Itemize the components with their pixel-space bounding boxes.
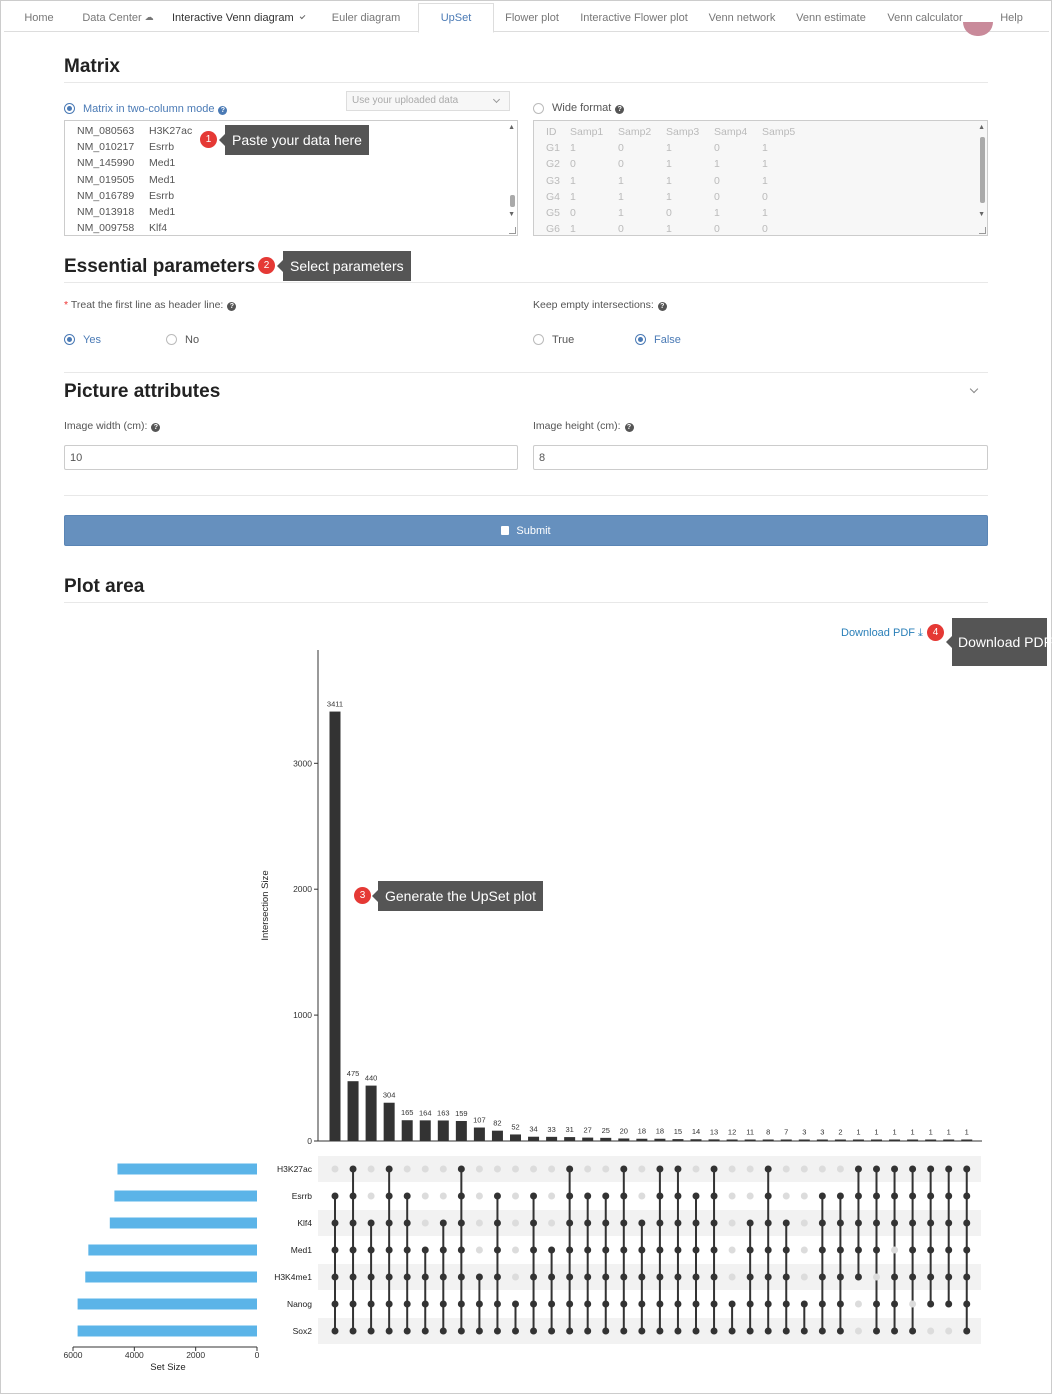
clipboard-icon [501,526,509,535]
set-size-axis-label: Set Size [150,1362,186,1373]
wide-cell: G5 [546,207,561,219]
wide-cell: 1 [618,174,624,187]
help-icon[interactable]: ? [151,423,160,432]
nav-upset-label: UpSet [440,12,472,24]
set-size-tick-label: 6000 [63,1350,83,1360]
wide-cell: G2 [546,158,561,171]
data-row [77,222,167,234]
keep-empty-true-label: True [552,334,575,346]
scroll-down-icon[interactable]: ▼ [508,211,515,218]
wide-cell: 1 [570,190,576,203]
bar-value-label: 1 [946,1127,951,1137]
y-tick-label: 2000 [293,884,312,895]
image-width-input[interactable]: 10 [64,445,518,470]
wide-cell: 0 [714,174,720,187]
two-column-label [83,103,227,115]
select-placeholder: Use your uploaded data [352,95,459,106]
nav-home-label: Home [24,11,54,24]
help-icon[interactable]: ? [625,423,634,432]
cloud-icon: ☁ [144,12,154,22]
wide-cell: 1 [762,142,768,155]
divider [64,602,988,603]
set-size-tick-label: 0 [254,1350,260,1360]
set-label: Esrrb [291,1191,312,1201]
data-row [77,157,175,169]
keep-empty-false-radio[interactable] [635,334,646,345]
callout-generate-plot: Generate the UpSet plot [378,881,543,911]
set-name: H3K27ac [149,125,193,137]
bar-value-label: 1 [910,1127,915,1137]
bar-value-label: 82 [493,1118,502,1128]
scroll-up-icon[interactable]: ▲ [508,124,515,131]
bar-value-label: 8 [766,1127,771,1137]
header-line-label [64,299,236,311]
data-row [77,141,174,153]
nav-venn-calculator[interactable] [876,3,974,32]
download-pdf-label: Download PDF [841,627,915,639]
set-label: Nanog [286,1299,312,1309]
wide-format-label [552,102,624,114]
bar-value-label: 107 [473,1115,486,1125]
set-label: Med1 [290,1245,312,1255]
bar-value-label: 12 [727,1127,737,1137]
wide-cell: G6 [546,223,561,236]
set-name: Med1 [149,173,176,186]
set-name: Med1 [149,206,176,218]
set-name: Esrrb [149,189,175,202]
callout-select-params: Select parameters [283,251,411,281]
bar-value-label: 1 [874,1127,879,1137]
scrollbar-thumb[interactable] [510,195,515,207]
wide-cell: 0 [618,158,624,171]
gene-id: NM_019505 [77,173,135,186]
plot-title: Plot area [64,576,145,597]
bar-value-label: 18 [655,1126,665,1136]
header-yes-label: Yes [83,334,101,346]
y-tick-label: 1000 [293,1010,312,1021]
bar-value-label: 11 [746,1127,755,1137]
y-tick-label: 3000 [293,758,312,769]
step-badge-1: 1 [200,131,217,148]
width-label [64,420,160,432]
header-yes-radio[interactable] [64,334,75,345]
gene-id: NM_009758 [77,222,135,235]
nav-euler[interactable] [314,3,418,32]
chevron-down-icon [493,96,500,103]
bar-value-label: 52 [511,1122,520,1132]
bar-value-label: 34 [529,1124,538,1134]
keep-empty-true-radio[interactable] [533,334,544,345]
bar-value-label: 1 [928,1127,933,1137]
nav-interactive-venn[interactable] [162,3,314,32]
bar-value-label: 14 [691,1127,701,1137]
header-no-radio[interactable] [166,334,177,345]
nav-help-label: Help [1000,11,1023,24]
bar-value-label: 3411 [326,699,344,709]
step-badge-2: 2 [258,257,275,274]
nav-flower-plot[interactable] [494,3,570,32]
height-label [533,420,634,432]
wide-cell: 0 [762,223,768,236]
wide-cell: 1 [666,190,672,203]
wide-cell: 0 [762,190,768,203]
nav-venn-network-label: Venn network [708,11,776,24]
data-row [77,125,192,137]
submit-label: Submit [516,524,551,537]
two-column-label-text: Matrix in two-column mode [83,103,215,115]
wide-cell: G4 [546,190,561,203]
two-column-radio[interactable] [64,103,75,114]
wide-cell: 0 [666,207,672,219]
wide-header-cell: Samp2 [618,126,652,138]
wide-format-textarea[interactable] [533,120,988,236]
wide-cell: 1 [666,142,672,155]
nav-interactive-flower-label: Interactive Flower plot [580,11,688,24]
bar-value-label: 27 [583,1125,592,1135]
chevron-down-icon [299,13,305,19]
bar-value-label: 475 [346,1069,360,1079]
nav-upset[interactable] [418,3,494,33]
gene-id: NM_080563 [77,125,135,137]
set-name: Esrrb [149,141,175,154]
keep-empty-false-label: False [654,334,681,346]
wide-cell: 0 [570,158,576,171]
wide-header-cell: Samp1 [570,126,604,138]
gene-id: NM_016789 [77,189,135,202]
bar-value-label: 13 [709,1127,719,1137]
nav-interactive-flower[interactable] [570,3,698,32]
bar-value-label: 33 [547,1124,556,1134]
bar-value-label: 2 [838,1127,843,1137]
wide-cell: 1 [714,158,720,171]
set-label: H3K4me1 [274,1272,312,1282]
bar-value-label: 20 [619,1126,628,1136]
bar-value-label: 15 [673,1127,683,1137]
picture-title: Picture attributes [64,381,221,402]
divider [64,372,988,373]
set-name: Klf4 [149,222,168,235]
wide-cell: G1 [546,142,561,155]
uploaded-data-select[interactable] [346,91,510,111]
bar-value-label: 164 [418,1108,432,1118]
wide-cell: 1 [666,174,672,187]
wide-cell: 1 [714,207,720,219]
top-nav [4,3,1049,32]
height-label-text: Image height (cm): [533,420,621,432]
nav-venn-estimate[interactable] [786,3,876,32]
wide-cell: 1 [570,223,576,236]
wide-header-cell: Samp5 [762,126,796,138]
wide-cell: 1 [762,158,768,171]
divider [64,495,988,496]
set-label: H3K27ac [277,1164,312,1174]
gene-id: NM_010217 [77,141,135,154]
wide-cell: 1 [618,207,624,219]
keep-empty-label-text: Keep empty intersections: [533,299,654,311]
nav-flower-plot-label: Flower plot [505,11,559,24]
nav-venn-network[interactable] [698,3,786,32]
set-label: Klf4 [297,1218,312,1228]
scrollbar-thumb[interactable] [980,137,985,203]
nav-euler-label: Euler diagram [331,11,401,24]
scroll-down-icon[interactable]: ▼ [978,211,985,218]
help-icon[interactable]: ? [227,302,236,311]
wide-cell: 1 [570,142,576,155]
help-icon[interactable]: ? [658,302,667,311]
wide-header-cell: Samp3 [666,126,700,138]
wide-format-label-text: Wide format [552,102,612,114]
set-label: Sox2 [292,1326,312,1336]
header-no-label: No [185,334,200,346]
wide-header-cell: Samp4 [714,126,748,138]
bar-value-label: 7 [784,1127,789,1137]
nav-data-center-label: Data Center [82,11,142,24]
wide-cell: 0 [618,142,624,155]
matrix-title: Matrix [64,56,120,77]
callout-paste-data: Paste your data here [225,125,369,155]
wide-cell: 0 [714,190,720,203]
download-pdf-link[interactable] [841,627,923,640]
bar-value-label: 1 [964,1127,969,1137]
set-size-tick-label: 2000 [186,1350,206,1360]
params-title: Essential parameters [64,256,256,277]
bar-value-label: 159 [455,1108,468,1118]
resize-handle[interactable] [509,227,516,234]
bar-value-label: 440 [364,1073,378,1083]
wide-cell: 0 [570,207,576,219]
divider [64,282,988,283]
divider [64,82,988,83]
callout-download-pdf: Download PDF [952,618,1047,666]
wide-cell: 1 [762,207,768,219]
step-badge-4: 4 [927,624,944,641]
wide-cell: 1 [570,174,576,187]
wide-header-cell: ID [546,126,557,138]
keep-empty-label [533,299,667,311]
nav-venn-calculator-label: Venn calculator [887,11,963,24]
resize-handle[interactable] [979,227,986,234]
width-label-text: Image width (cm): [64,420,148,432]
bar-value-label: 304 [382,1090,396,1100]
bar-value-label: 1 [892,1127,897,1137]
nav-home[interactable] [4,3,74,32]
data-row [77,206,175,218]
bar-value-label: 1 [856,1127,861,1137]
nav-data-center[interactable] [74,3,162,32]
bar-value-label: 163 [437,1108,450,1118]
bar-value-label: 18 [637,1126,647,1136]
required-mark: * [64,299,69,311]
y-axis-label: Intersection Size [260,870,271,941]
wide-cell: G3 [546,174,561,187]
wide-cell: 0 [618,223,624,236]
wide-cell: 0 [714,142,720,155]
wide-cell: 1 [666,158,672,171]
help-icon[interactable]: ? [615,105,624,114]
set-size-tick-label: 4000 [124,1350,144,1360]
step-badge-3: 3 [354,887,371,904]
download-icon: ⤓ [914,627,923,639]
y-tick-label: 0 [307,1136,312,1146]
wide-cell: 0 [714,223,720,236]
wide-cell: 1 [618,190,624,203]
bar-value-label: 25 [601,1125,610,1135]
help-icon[interactable]: ? [218,106,227,115]
data-row [77,174,175,186]
nav-interactive-venn-label: Interactive Venn diagram [172,11,294,24]
wide-format-radio[interactable] [533,103,544,114]
data-row [77,190,174,202]
bar-value-label: 3 [820,1127,825,1137]
set-name: Med1 [149,157,176,170]
header-line-label-text: Treat the first line as header line: [70,299,224,311]
bar-value-label: 3 [802,1127,807,1137]
scroll-up-icon[interactable]: ▲ [978,124,985,131]
wide-cell: 1 [762,174,768,187]
gene-id: NM_145990 [77,157,135,170]
wide-cell: 1 [666,223,672,236]
nav-venn-estimate-label: Venn estimate [796,11,866,24]
image-height-input[interactable]: 8 [533,445,988,470]
bar-value-label: 165 [400,1108,414,1118]
gene-id: NM_013918 [77,206,135,218]
submit-button[interactable] [64,515,988,546]
bar-value-label: 31 [565,1125,574,1135]
